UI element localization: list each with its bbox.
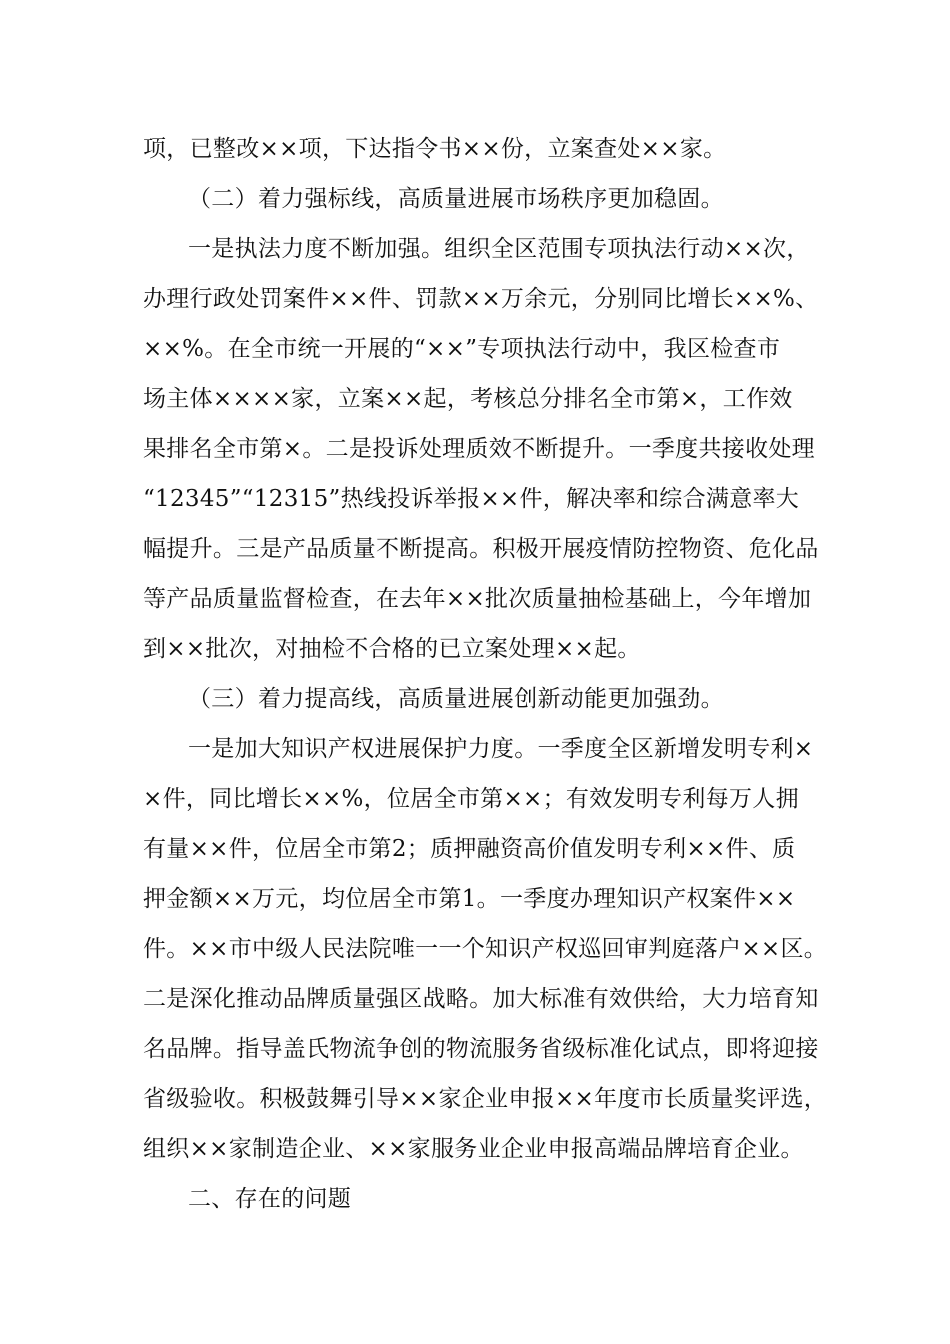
- paragraph-line: 场主体××××家，立案××起，考核总分排名全市第×，工作效: [143, 386, 793, 412]
- paragraph-line: 等产品质量监督检查，在去年××批次质量抽检基础上，今年增加: [143, 586, 812, 612]
- paragraph-line: 名品牌。指导盖氏物流争创的物流服务省级标准化试点，即将迎接: [143, 1036, 819, 1062]
- paragraph-line: 二是深化推动品牌质量强区战略。加大标准有效供给，大力培育知: [143, 986, 819, 1012]
- paragraph-line: 到××批次，对抽检不合格的已立案处理××起。: [143, 636, 641, 662]
- paragraph-line: 件。××市中级人民法院唯一一个知识产权巡回审判庭落户××区。: [143, 936, 828, 962]
- paragraph-line: 办理行政处罚案件××件、罚款××万余元，分别同比增长××%、: [143, 286, 819, 312]
- paragraph-line: ××%。在全市统一开展的“××”专项执法行动中，我区检查市: [143, 336, 781, 362]
- section-heading: （二）着力强标线，高质量进展市场秩序更加稳固。: [188, 186, 724, 212]
- paragraph-line: 果排名全市第×。二是投诉处理质效不断提升。一季度共接收处理: [143, 436, 815, 462]
- paragraph-line: 幅提升。三是产品质量不断提高。积极开展疫情防控物资、危化品: [143, 536, 819, 562]
- paragraph-line: 组织××家制造企业、××家服务业企业申报高端品牌培育企业。: [143, 1136, 804, 1162]
- paragraph-line: 押金额××万元，均位居全市第1。一季度办理知识产权案件××: [143, 886, 796, 912]
- paragraph-line: 一是执法力度不断加强。组织全区范围专项执法行动××次，: [188, 236, 810, 262]
- paragraph-line: 项，已整改××项，下达指令书××份，立案查处××家。: [143, 136, 727, 162]
- paragraph-line: 有量××件，位居全市第2；质押融资高价值发明专利××件、质: [143, 836, 796, 862]
- paragraph-line: 省级验收。积极鼓舞引导××家企业申报××年度市长质量奖评选，: [143, 1086, 828, 1112]
- paragraph-line: “12345”“12315”热线投诉举报××件，解决率和综合满意率大: [143, 486, 800, 512]
- paragraph-line: 一是加大知识产权进展保护力度。一季度全区新增发明专利×: [188, 736, 814, 762]
- section-heading: 二、存在的问题: [188, 1186, 352, 1212]
- paragraph-line: ×件，同比增长××%，位居全市第××；有效发明专利每万人拥: [143, 786, 799, 812]
- section-heading: （三）着力提高线，高质量进展创新动能更加强劲。: [188, 686, 724, 712]
